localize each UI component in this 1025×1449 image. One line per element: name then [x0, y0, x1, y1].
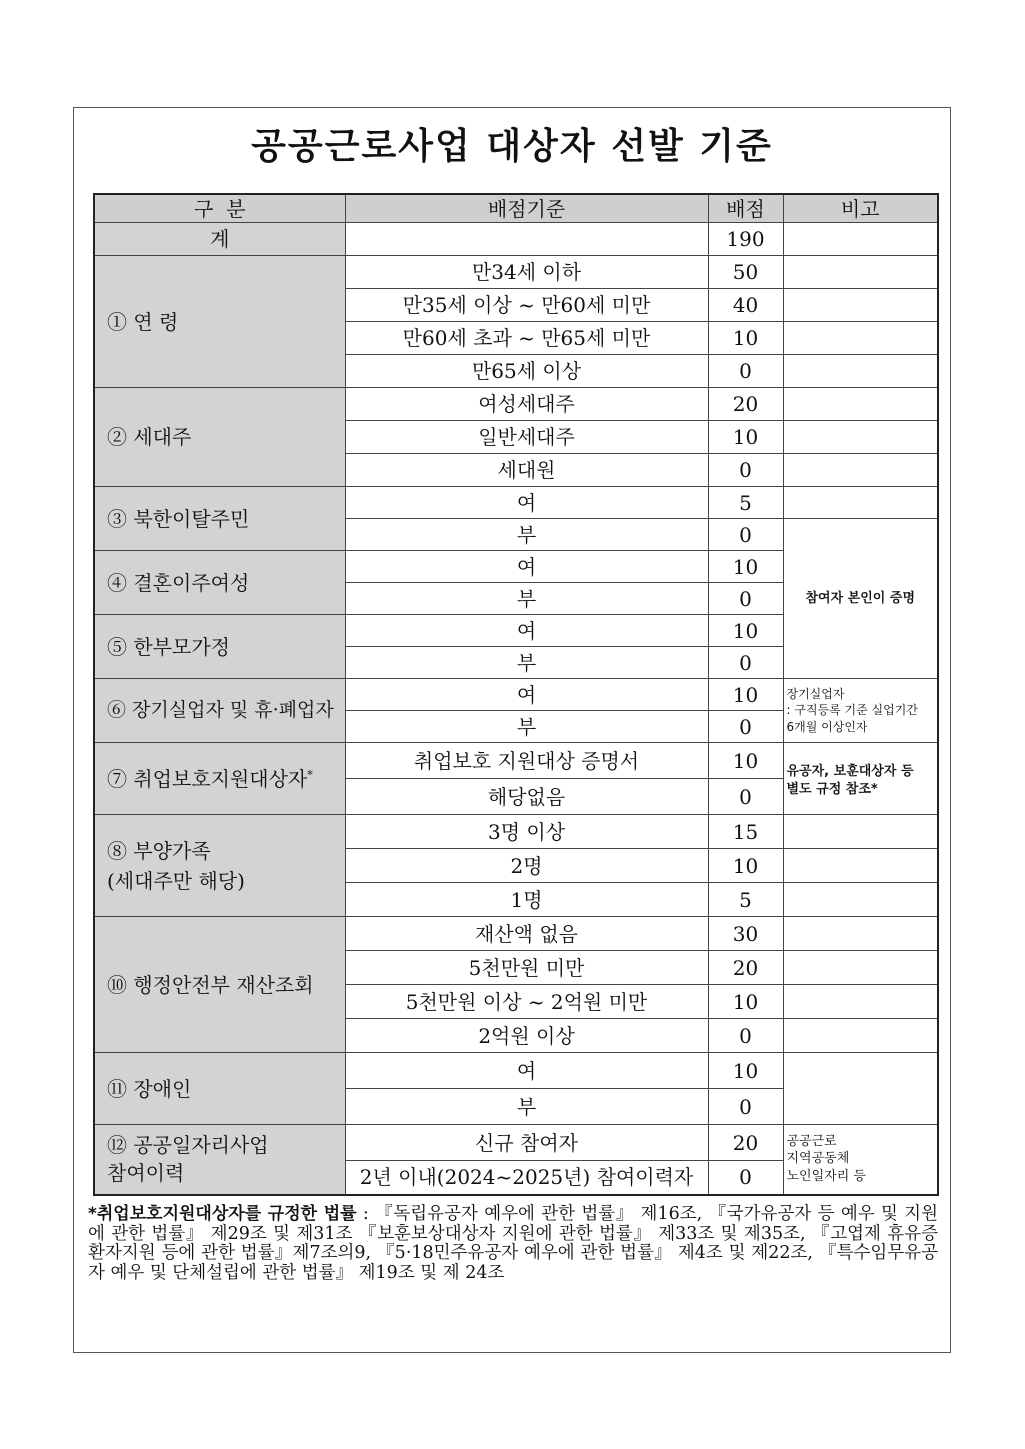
- category-defector: ③ 북한이탈주민: [94, 487, 345, 551]
- footnote-laws: [88, 1205, 938, 1283]
- note-cell: [783, 883, 938, 917]
- note-cell: [783, 951, 938, 985]
- note-cell: [783, 815, 938, 849]
- total-points: 190: [708, 223, 783, 256]
- criteria-cell: 부: [345, 519, 708, 551]
- criteria-cell: 신규 참여자: [345, 1125, 708, 1161]
- criteria-cell: 만35세 이상 ~ 만60세 미만: [345, 289, 708, 322]
- criteria-cell: 여: [345, 487, 708, 519]
- category-employment-protection: [94, 743, 345, 815]
- points-cell: 5: [708, 883, 783, 917]
- note-employment-protection: 유공자, 보훈대상자 등 별도 규정 참조*: [783, 743, 938, 815]
- note-cell: [783, 355, 938, 388]
- criteria-cell: 취업보호 지원대상 증명서: [345, 743, 708, 779]
- points-cell: 0: [708, 1161, 783, 1195]
- points-cell: 10: [708, 421, 783, 454]
- table-row: [94, 1125, 938, 1161]
- criteria-cell: 일반세대주: [345, 421, 708, 454]
- category-age: ① 연 령: [94, 256, 345, 388]
- criteria-cell: 여: [345, 551, 708, 583]
- points-cell: 10: [708, 1053, 783, 1089]
- criteria-cell: 여: [345, 615, 708, 647]
- note-self-proof: 참여자 본인이 증명: [783, 519, 938, 679]
- points-cell: 0: [708, 647, 783, 679]
- criteria-cell: 부: [345, 583, 708, 615]
- criteria-cell: 2년 이내(2024~2025년) 참여이력자: [345, 1161, 708, 1195]
- points-cell: 30: [708, 917, 783, 951]
- criteria-cell: 부: [345, 1089, 708, 1125]
- criteria-cell: 1명: [345, 883, 708, 917]
- table-header-row: [94, 194, 938, 223]
- note-cell: [783, 388, 938, 421]
- criteria-cell: 2명: [345, 849, 708, 883]
- criteria-cell: 5천만원 이상 ~ 2억원 미만: [345, 985, 708, 1019]
- footnote-text: : 『독립유공자 예우에 관한 법률』 제16조, 『국가유공자 등 예우 및 지원에 관한 법률』 제29조 및 제31조 『보훈보상대상자 지원에 관한 법률』 제33조 및 제35조, 『고엽제 휴유증 환자지원 등에 관한 법률』제7조의9, 『5·18민주유공자 예우에 관한 법률』 제4조 및 제22조, 『특수임무유공자 예우 및 단체설립에 관한 법률』 제19조 및 제 24조: [88, 1204, 938, 1283]
- category-marriage-immigrant: ④ 결혼이주여성: [94, 551, 345, 615]
- points-cell: 15: [708, 815, 783, 849]
- total-label: 계: [94, 223, 345, 256]
- note-cell: [783, 322, 938, 355]
- category-single-parent: ⑤ 한부모가정: [94, 615, 345, 679]
- total-note: [783, 223, 938, 256]
- total-criteria: [345, 223, 708, 256]
- points-cell: 10: [708, 551, 783, 583]
- category-label: ⑦ 취업보호지원대상자: [107, 766, 308, 791]
- table-row: [94, 1053, 938, 1089]
- table-row: [94, 743, 938, 779]
- table-row: [94, 388, 938, 421]
- header-points: 배점: [708, 194, 783, 223]
- points-cell: 0: [708, 355, 783, 388]
- page-title: 공공근로사업 대상자 선발 기준: [251, 126, 773, 167]
- category-dependents: ⑧ 부양가족 (세대주만 해당): [94, 815, 345, 917]
- criteria-cell: 여: [345, 1053, 708, 1089]
- points-cell: 5: [708, 487, 783, 519]
- note-cell: [783, 849, 938, 883]
- points-cell: 0: [708, 583, 783, 615]
- criteria-cell: 만65세 이상: [345, 355, 708, 388]
- criteria-cell: 여: [345, 679, 708, 711]
- points-cell: 10: [708, 679, 783, 711]
- table-row-total: [94, 223, 938, 256]
- note-cell: [783, 1053, 938, 1125]
- points-cell: 10: [708, 743, 783, 779]
- points-cell: 50: [708, 256, 783, 289]
- points-cell: 20: [708, 388, 783, 421]
- header-criteria: 배점기준: [345, 194, 708, 223]
- criteria-cell: 2억원 이상: [345, 1019, 708, 1053]
- selection-criteria-table: [93, 193, 939, 1196]
- criteria-cell: 재산액 없음: [345, 917, 708, 951]
- criteria-cell: 부: [345, 711, 708, 743]
- asterisk-mark: *: [307, 767, 313, 781]
- note-cell: [783, 421, 938, 454]
- table-row: [94, 679, 938, 711]
- criteria-cell: 해당없음: [345, 779, 708, 815]
- criteria-cell: 만60세 초과 ~ 만65세 미만: [345, 322, 708, 355]
- note-cell: [783, 256, 938, 289]
- points-cell: 0: [708, 711, 783, 743]
- criteria-cell: 만34세 이하: [345, 256, 708, 289]
- category-disabled: ⑪ 장애인: [94, 1053, 345, 1125]
- note-cell: [783, 985, 938, 1019]
- points-cell: 10: [708, 849, 783, 883]
- category-property-check: ⑩ 행정안전부 재산조회: [94, 917, 345, 1053]
- note-cell: [783, 1019, 938, 1053]
- table-row: [94, 256, 938, 289]
- note-public-work: 공공근로 지역공동체 노인일자리 등: [783, 1125, 938, 1195]
- points-cell: 0: [708, 779, 783, 815]
- table-row: [94, 917, 938, 951]
- points-cell: 20: [708, 1125, 783, 1161]
- note-cell: [783, 487, 938, 519]
- category-long-term-unemployed: ⑥ 장기실업자 및 휴·폐업자: [94, 679, 345, 743]
- criteria-cell: 부: [345, 647, 708, 679]
- points-cell: 0: [708, 454, 783, 487]
- points-cell: 10: [708, 322, 783, 355]
- note-long-term-unemployed: 장기실업자 : 구직등록 기준 실업기간 6개월 이상인자: [783, 679, 938, 743]
- note-cell: [783, 289, 938, 322]
- points-cell: 20: [708, 951, 783, 985]
- note-cell: [783, 917, 938, 951]
- points-cell: 40: [708, 289, 783, 322]
- category-householder: ② 세대주: [94, 388, 345, 487]
- points-cell: 10: [708, 985, 783, 1019]
- points-cell: 0: [708, 1089, 783, 1125]
- table-row: [94, 815, 938, 849]
- criteria-cell: 3명 이상: [345, 815, 708, 849]
- points-cell: 10: [708, 615, 783, 647]
- header-category: 구 분: [94, 194, 345, 223]
- header-note: 비고: [783, 194, 938, 223]
- criteria-cell: 세대원: [345, 454, 708, 487]
- criteria-cell: 5천만원 미만: [345, 951, 708, 985]
- footnote-lead: *취업보호지원대상자를 규정한 법률: [88, 1204, 357, 1224]
- points-cell: 0: [708, 519, 783, 551]
- category-public-work-history: ⑫ 공공일자리사업 참여이력: [94, 1125, 345, 1195]
- table-row: [94, 487, 938, 519]
- points-cell: 0: [708, 1019, 783, 1053]
- criteria-cell: 여성세대주: [345, 388, 708, 421]
- note-cell: [783, 454, 938, 487]
